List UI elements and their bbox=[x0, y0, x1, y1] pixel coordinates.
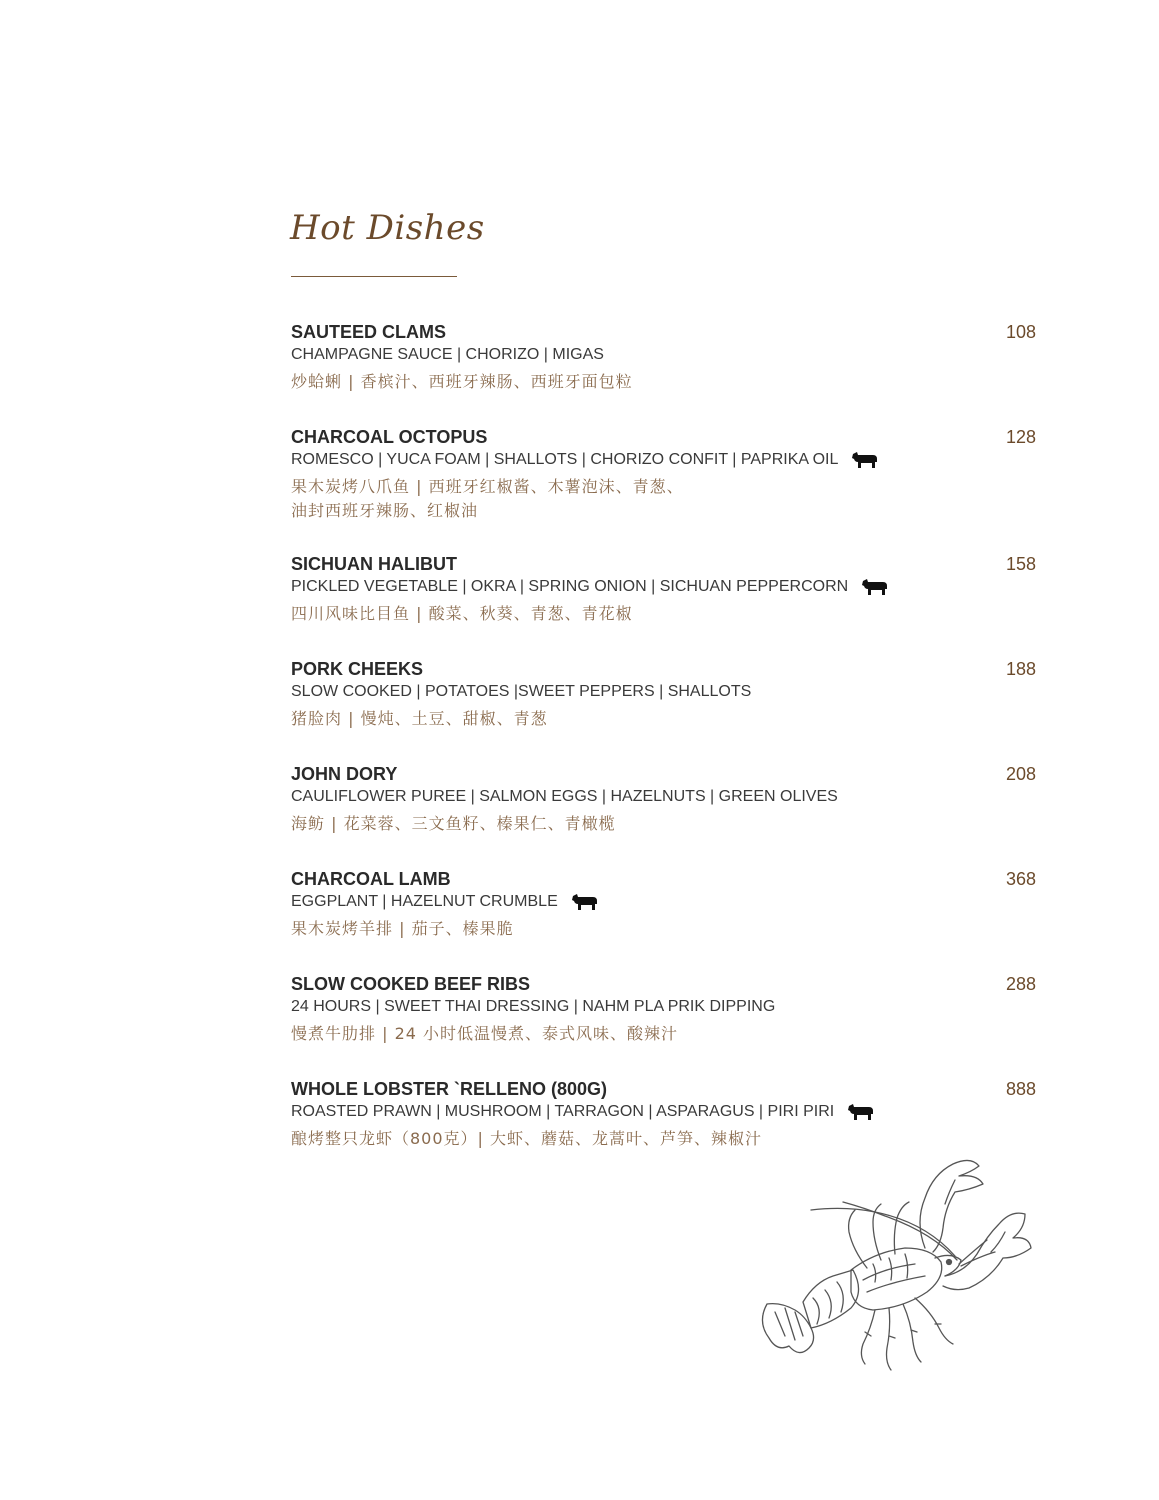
cow-icon bbox=[572, 893, 598, 911]
page-title: Hot Dishes bbox=[290, 208, 485, 248]
dish-price: 108 bbox=[1005, 322, 1036, 342]
dish-description bbox=[291, 998, 775, 1016]
menu-item bbox=[291, 554, 1036, 659]
dish-description-chinese: 四川风味比目鱼 | 酸菜、秋葵、青葱、青花椒 bbox=[291, 604, 633, 623]
menu-item bbox=[291, 869, 1036, 974]
dish-name: SICHUAN HALIBUT bbox=[291, 554, 457, 574]
dish-description-text: PICKLED VEGETABLE | OKRA | SPRING ONION | SICHUAN PEPPERCORN bbox=[291, 578, 849, 595]
dish-description-text: CAULIFLOWER PUREE | SALMON EGGS | HAZELNUTS | GREEN OLIVES bbox=[291, 788, 838, 805]
menu-item bbox=[291, 659, 1036, 764]
dish-name: CHARCOAL LAMB bbox=[291, 869, 451, 889]
dish-description bbox=[291, 893, 598, 911]
dish-description-text: CHAMPAGNE SAUCE | CHORIZO | MIGAS bbox=[291, 346, 604, 363]
dish-price: 188 bbox=[1005, 659, 1036, 679]
dish-description-chinese: 慢煮牛肋排 | 24 小时低温慢煮、泰式风味、酸辣汁 bbox=[291, 1024, 679, 1043]
dish-description-chinese: 炒蛤蜊 | 香槟汁、西班牙辣肠、西班牙面包粒 bbox=[291, 372, 633, 391]
cow-icon bbox=[852, 451, 878, 469]
dish-price: 208 bbox=[1005, 764, 1036, 784]
dish-description-text: ROASTED PRAWN | MUSHROOM | TARRAGON | ASPARAGUS | PIRI PIRI bbox=[291, 1103, 835, 1120]
menu-item bbox=[291, 427, 1036, 554]
dish-name: SLOW COOKED BEEF RIBS bbox=[291, 974, 531, 994]
menu-item bbox=[291, 322, 1036, 427]
dish-description-text: SLOW COOKED | POTATOES |SWEET PEPPERS | SHALLOTS bbox=[291, 683, 752, 700]
dish-description-chinese: 酿烤整只龙虾（800克）| 大虾、蘑菇、龙蒿叶、芦笋、辣椒汁 bbox=[291, 1129, 763, 1148]
cow-icon bbox=[848, 1103, 874, 1121]
dish-description bbox=[291, 578, 888, 596]
dish-description-text: EGGPLANT | HAZELNUT CRUMBLE bbox=[291, 893, 558, 910]
dish-price: 158 bbox=[1005, 554, 1036, 574]
menu-item bbox=[291, 974, 1036, 1079]
dish-name: SAUTEED CLAMS bbox=[291, 322, 447, 342]
lobster-illustration bbox=[755, 1152, 1035, 1392]
cow-icon bbox=[862, 578, 888, 596]
dish-description bbox=[291, 451, 878, 469]
title-divider bbox=[291, 276, 457, 277]
dish-name: CHARCOAL OCTOPUS bbox=[291, 427, 488, 447]
dish-description-text: ROMESCO | YUCA FOAM | SHALLOTS | CHORIZO CONFIT | PAPRIKA OIL bbox=[291, 451, 839, 468]
dish-description bbox=[291, 788, 838, 806]
dish-price: 128 bbox=[1005, 427, 1036, 447]
dish-price: 288 bbox=[1005, 974, 1036, 994]
dish-description bbox=[291, 683, 751, 701]
dish-description-text: 24 HOURS | SWEET THAI DRESSING | NAHM PLA PRIK DIPPING bbox=[291, 998, 776, 1015]
dish-description-chinese: 海鲂 | 花菜蓉、三文鱼籽、榛果仁、青橄榄 bbox=[291, 814, 616, 833]
menu-item bbox=[291, 764, 1036, 869]
dish-description-chinese: 果木炭烤八爪鱼 | 西班牙红椒酱、木薯泡沫、青葱、 油封西班牙辣肠、红椒油 bbox=[291, 477, 684, 520]
dish-description-chinese: 果木炭烤羊排 | 茄子、榛果脆 bbox=[291, 919, 514, 938]
dish-price: 368 bbox=[1005, 869, 1036, 889]
menu-list bbox=[291, 322, 1036, 1184]
dish-name: WHOLE LOBSTER `RELLENO (800G) bbox=[291, 1079, 608, 1099]
dish-name: PORK CHEEKS bbox=[291, 659, 424, 679]
dish-description-chinese: 猪脸肉 | 慢炖、土豆、甜椒、青葱 bbox=[291, 709, 548, 728]
dish-description bbox=[291, 346, 604, 364]
dish-price: 888 bbox=[1005, 1079, 1036, 1099]
dish-description bbox=[291, 1103, 874, 1121]
dish-name: JOHN DORY bbox=[291, 764, 398, 784]
